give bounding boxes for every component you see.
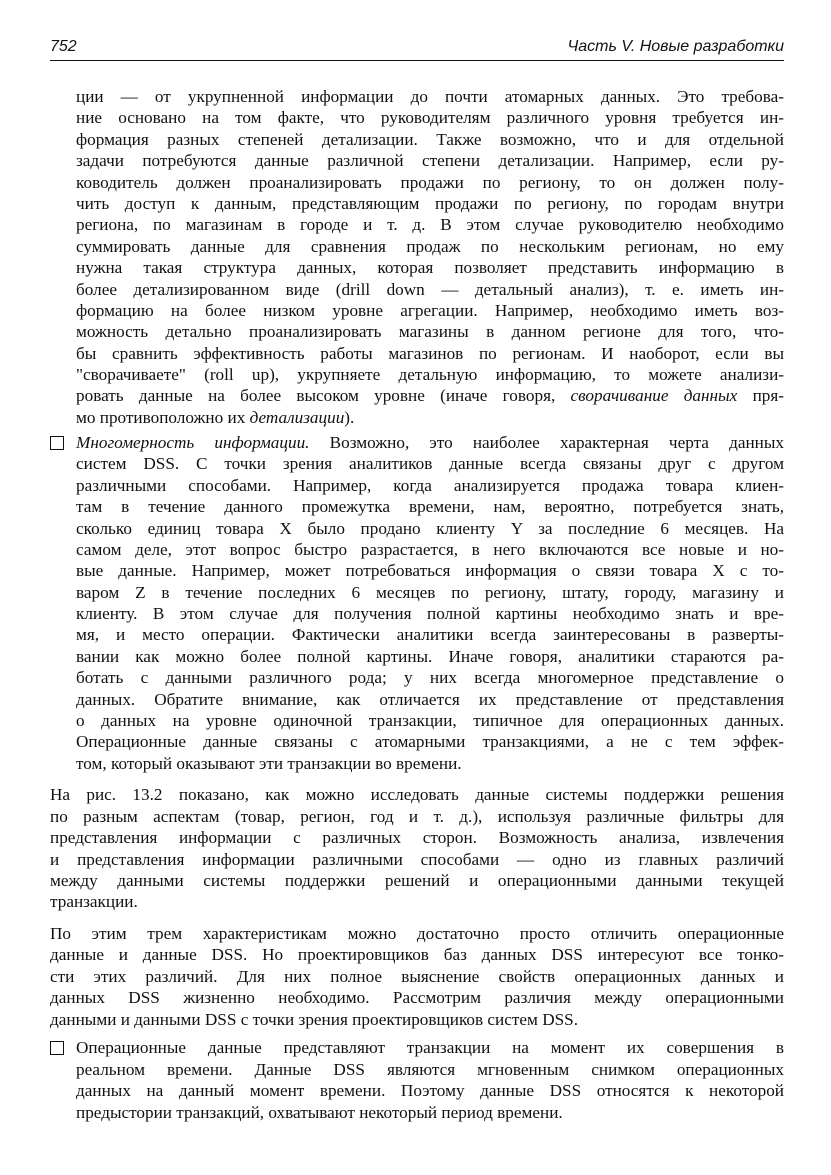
text-line	[76, 385, 784, 407]
text-line: формация разных степеней детализации. Также возможно, что и для отдельной	[76, 129, 784, 149]
text-line: ции — от укрупненной информации до почти атомарных данных. Это требова-	[76, 87, 784, 106]
text-line: данными и данными DSS с точки зрения проектировщиков систем DSS.	[50, 1009, 579, 1029]
text-line	[76, 407, 784, 429]
text-line: и представления информации различными способами — одно из главных различий	[50, 849, 784, 869]
text-line: Операционные данные связаны с атомарными транзакциями, а не с тем эффек-	[76, 732, 784, 752]
text-line: варом Z в течение последних 6 месяцев по региону, штату, городу, магазину и	[76, 582, 784, 602]
text-line: систем DSS. С точки зрения аналитиков данные всегда связаны друг с другом	[76, 454, 784, 474]
emphasis-text: сворачивание данных	[570, 386, 738, 406]
text-line: формацию на более низком уровне агрегации. Например, необходимо иметь воз-	[76, 300, 784, 320]
text-fragment: ровать данные на более высоком уровне (иначе говоря,	[76, 386, 571, 406]
text-line: Операционные данные представляют транзакции на момент их совершения в	[76, 1038, 784, 1058]
text-fragment: Возможно, это наиболее характерная черта данных	[309, 432, 784, 452]
text-fragment: ).	[344, 407, 355, 427]
text-line: По этим трем характеристикам можно достаточно просто отличить операционные	[50, 924, 784, 943]
text-line: данных на данный момент времени. Поэтому данные DSS относятся к некоторой	[76, 1081, 784, 1101]
text-line: различными способами. Например, когда анализируется продажа товара клиен-	[76, 475, 784, 495]
text-line: предыстории транзакций, охватывают некоторый период времени.	[76, 1102, 563, 1122]
text-line: данные и данные DSS. Но проектировщиков баз данных DSS интересуют все тонко-	[50, 945, 784, 965]
emphasis-text: детализации	[249, 407, 345, 427]
text-line	[76, 432, 784, 454]
text-line: данных. Обратите внимание, как отличается их представление от представления	[76, 689, 784, 709]
text-line: том, который оказывают эти транзакции во времени.	[76, 753, 462, 773]
text-fragment: мо противоположно их	[76, 407, 250, 427]
text-line: по разным аспектам (товар, регион, год и т. д.), используя различные фильтры для	[50, 806, 784, 826]
text-line: На рис. 13.2 показано, как можно исследовать данные системы поддержки решения	[50, 785, 784, 805]
text-line: региона, по магазинам в городе и т. д. В этом случае руководителю необходимо	[76, 215, 784, 235]
text-line: транзакции.	[50, 892, 138, 912]
checkbox-bullet-icon	[50, 436, 64, 450]
text-line: вании как можно более полной картины. Иначе говоря, аналитики стараются ра-	[76, 646, 784, 666]
text-line: там в течение данного промежутка времени, нам, вероятно, потребуется знать,	[76, 497, 784, 517]
text-fragment: пря-	[737, 386, 784, 406]
text-line: бы сравнить эффективность работы магазинов по регионам. И наоборот, если вы	[76, 343, 784, 363]
text-line: между данными системы поддержки решений и операционными данными текущей	[50, 870, 784, 890]
part-title: Часть V. Новые разработки	[567, 38, 784, 55]
text-line: суммировать данные для сравнения продаж по нескольким регионам, но ему	[76, 236, 784, 256]
text-line: клиенту. В этом случае для получения полной картины необходимо знать и вре-	[76, 604, 784, 624]
text-line: ние основано на том факте, что руководителям различного уровня требуется ин-	[76, 108, 784, 128]
running-header	[50, 36, 784, 61]
text-line: нужна такая структура данных, которая позволяет представить информацию в	[76, 258, 784, 278]
checkbox-bullet-icon	[50, 1041, 64, 1055]
text-line: ботать с данными различного рода; у них всегда многомерное представление о	[76, 668, 784, 688]
text-line: ководитель должен проанализировать продажи по региону, то он должен полу-	[76, 172, 784, 192]
text-line: данных DSS жизненно необходимо. Рассмотрим различия между операционными	[50, 988, 784, 1008]
text-line: мя, и место операции. Фактически аналитики всегда заинтересованы в разверты-	[76, 625, 784, 645]
text-line: представления информации с различных сторон. Возможность анализа, извлечения	[50, 828, 784, 848]
text-line: вые данные. Например, может потребоваться информация о связи товара X с то-	[76, 561, 784, 581]
term-text: Многомерность информации.	[76, 432, 310, 452]
text-line: "сворачиваете" (roll up), укрупняете детальную информацию, то можете анализи-	[76, 365, 784, 385]
text-line: более детализированном виде (drill down — детальный анализ), т. е. иметь ин-	[76, 279, 784, 299]
text-line: задачи потребуются данные различной степени детализации. Например, если ру-	[76, 151, 784, 171]
text-line: можность детально проанализировать магазины в данном регионе для того, что-	[76, 322, 784, 342]
page-number: 752	[50, 38, 77, 55]
text-line: чить доступ к данным, представляющим продажи по региону, по городам внутри	[76, 193, 784, 213]
text-line: сколько единиц товара X было продано клиенту Y за последние 6 месяцев. На	[76, 518, 784, 538]
text-line: сти этих различий. Для них полное выяснение свойств операционных данных и	[50, 966, 784, 986]
text-line: о данных на уровне одиночной транзакции, типичное для операционных данных.	[76, 711, 784, 731]
text-line: реальном времени. Данные DSS являются мгновенным снимком операционных	[76, 1059, 784, 1079]
text-line: самом деле, этот вопрос быстро разрастается, в него включаются все новые и но-	[76, 539, 784, 559]
